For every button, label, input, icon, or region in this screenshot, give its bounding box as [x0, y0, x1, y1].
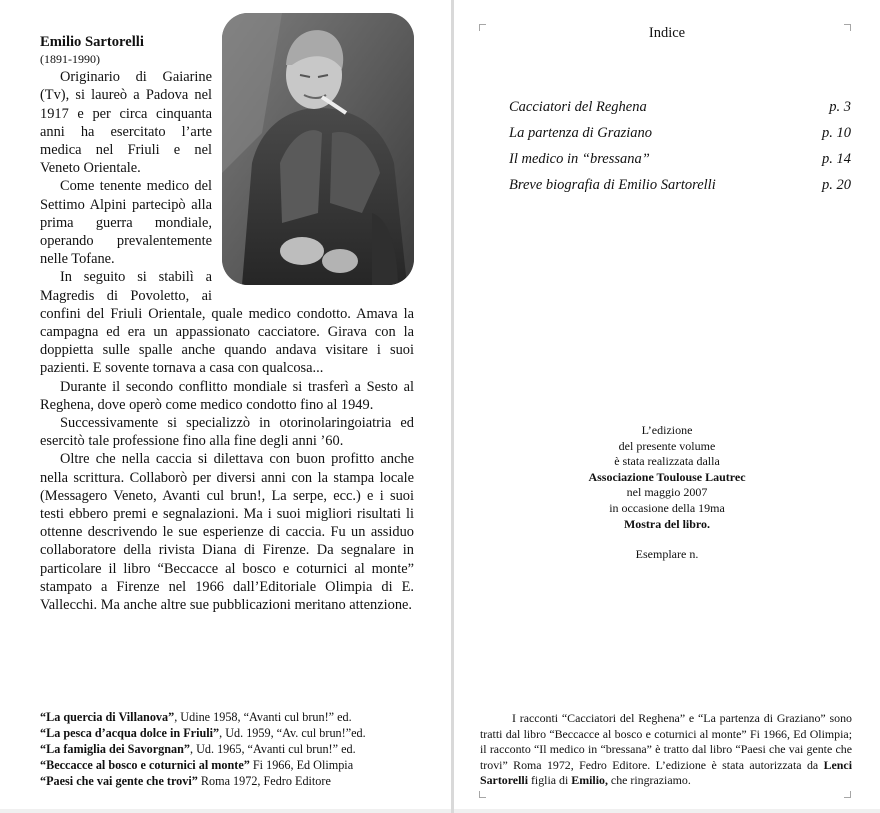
- biography-years: (1891-1990): [40, 52, 100, 67]
- biography: [40, 33, 414, 614]
- biography-paragraph: Durante il secondo conflitto mondiale si trasferì a Sesto al Reghena, dove operò come medico condotto fino al 1949.: [40, 378, 414, 413]
- publication-title: “Paesi che vai gente che trovi”: [40, 774, 198, 788]
- toc-entry[interactable]: [509, 175, 851, 201]
- toc-entry-page: p. 10: [822, 125, 851, 141]
- colophon-publisher: Associazione Toulouse Lautrec: [588, 469, 746, 484]
- toc-entry[interactable]: [509, 123, 851, 149]
- publication-item: [40, 773, 420, 789]
- toc-entry-title: Breve biografia di Emilio Sartorelli: [509, 177, 716, 193]
- publication-details: , Udine 1958, “Avanti cul brun!” ed.: [174, 710, 352, 724]
- toc-entry[interactable]: [509, 97, 851, 123]
- colophon-line: è stata realizzata dalla: [614, 454, 720, 469]
- index-title: Indice: [648, 25, 686, 41]
- crop-mark: [844, 791, 851, 798]
- credits-note: [480, 711, 852, 789]
- publication-details: Roma 1972, Fedro Editore: [197, 774, 331, 788]
- spacer: [454, 532, 880, 547]
- right-page: [454, 0, 880, 809]
- publication-title: “Beccacce al bosco e coturnici al monte”: [40, 758, 250, 772]
- publications-list: [40, 709, 420, 789]
- credits-name: Lenci Sartorelli: [480, 757, 852, 788]
- publication-details: Fi 1966, Ed Olimpia: [249, 758, 354, 772]
- publication-title: “La pesca d’acqua dolce in Friuli”: [40, 726, 220, 740]
- credits-name: Emilio,: [571, 773, 608, 788]
- toc-entry-page: p. 20: [822, 177, 851, 193]
- publication-item: [40, 725, 420, 741]
- biography-paragraph: Oltre che nella caccia si dilettava con buon profitto anche nella scrittura. Collaborò per diversi anni con la stampa locale (Messagero Veneto, Avanti cul brun!, La serpe, ecc.) e i suoi testi ebbero premi e segnalazioni. Ma i suoi migliori risultati li ottenne descrivendo le sue esperienze di caccia. Fu un assiduo collaboratore della rivista Diana di Firenze. Da segnalare in particolare il libro “Beccacce al bosco e coturnici al monte” stampato a Firenze nel 1966 dall’Editoriale Olimpia di E. Vallecchi. Ma anche altre sue pubblicazioni meritano attenzione.: [40, 451, 414, 614]
- publication-item: [40, 709, 420, 725]
- publication-title: “La famiglia dei Savorgnan”: [40, 742, 190, 756]
- biography-paragraph: In seguito si stabilì a Magredis di Povoletto, ai confini del Friuli Orientale, quale medico condotto. Amava la campagna ed era un appassionato cacciatore. Girava con la doppietta sulle spalle anche quando andava visitare i suoi pazienti. E sovente tornava a casa con qualcosa...: [40, 269, 414, 377]
- publication-item: [40, 741, 420, 757]
- colophon-event: Mostra del libro.: [623, 516, 711, 531]
- colophon-line: in occasione della 19ma: [609, 500, 725, 515]
- credits-text: che ringraziamo.: [607, 773, 691, 788]
- publication-details: , Ud. 1959, “Av. cul brun!”ed.: [219, 726, 366, 740]
- portrait-image: [222, 13, 414, 285]
- publication-item: [40, 757, 420, 773]
- publication-details: , Ud. 1965, “Avanti cul brun!” ed.: [190, 742, 356, 756]
- toc-entry[interactable]: [509, 149, 851, 175]
- portrait-photo: [222, 13, 414, 285]
- colophon-line: L’edizione: [641, 423, 693, 437]
- colophon-line: nel maggio 2007: [626, 485, 708, 500]
- publication-title: “La quercia di Villanova”: [40, 710, 175, 724]
- table-of-contents: [509, 97, 851, 201]
- colophon-line: del presente volume: [618, 438, 716, 453]
- toc-entry-title: La partenza di Graziano: [509, 125, 653, 141]
- toc-entry-page: p. 3: [829, 99, 851, 115]
- copy-number: Esemplare n.: [635, 547, 699, 562]
- toc-entry-title: Il medico in “bressana”: [509, 151, 650, 167]
- toc-entry-page: p. 14: [822, 151, 851, 167]
- biography-paragraph: Come tenente medico del Settimo Alpini partecipò alla prima guerra mondiale, operando prevalentemente nelle Tofane.: [40, 178, 212, 268]
- biography-paragraph: Originario di Gaiarine (Tv), si laureò a Padova nel 1917 e per circa cinquanta anni ha esercitato l’arte medica nel Friuli e nel Veneto Orientale.: [40, 69, 212, 177]
- toc-entry-title: Cacciatori del Reghena: [509, 99, 647, 115]
- biography-paragraph: Successivamente si specializzò in otorinolaringoiatria ed esercitò tale professione fino alla fine degli anni ’60.: [40, 415, 414, 450]
- colophon: [454, 423, 880, 563]
- biography-name: Emilio Sartorelli: [40, 34, 144, 50]
- credits-text: figlia di: [528, 773, 572, 788]
- crop-mark: [479, 791, 486, 798]
- credits-text: I racconti “Cacciatori del Reghena” e “La partenza di Graziano” sono tratti dal libro “Beccacce al bosco e coturnici al monte” Fi 1966, Ed Olimpia; il racconto “Il medico in “bressana” è tratto dal libro “Paesi che vai gente che trovi” Roma 1972, Fedro Editore. L’edizione è stata autorizzata da: [480, 711, 852, 772]
